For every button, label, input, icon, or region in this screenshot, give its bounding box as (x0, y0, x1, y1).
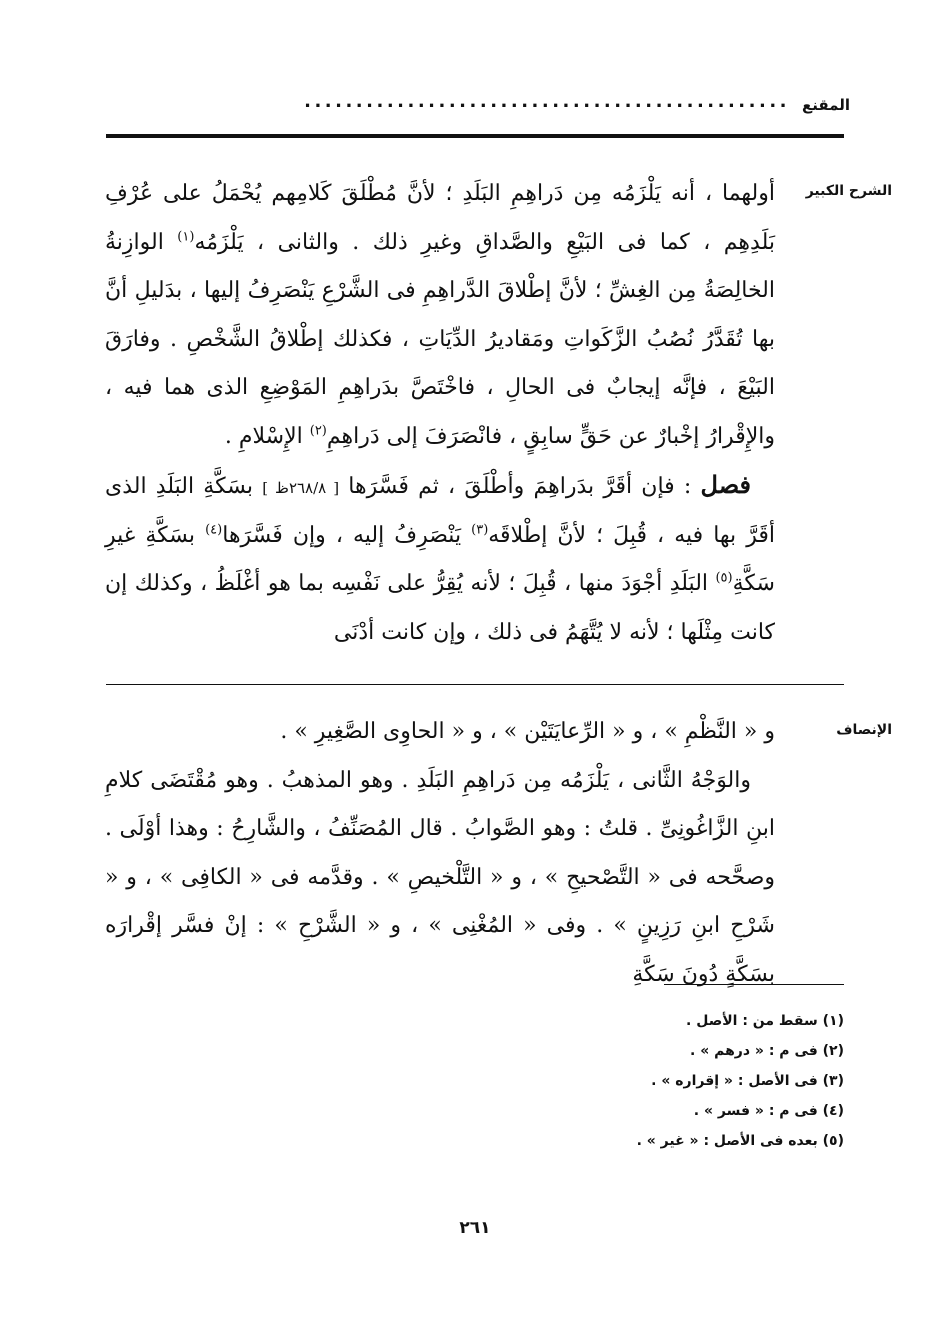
footnotes (344, 1006, 844, 1156)
sharh-margin-label: الشرح الكبير (805, 183, 892, 199)
sharh-p1-text-b: الوازِنةُ الخالِصَةُ مِن الغِشِّ ؛ لأنَّ إطْلاقَ الدَّراهِمِ فى الشَّرْعِ يَنْصَرِفُ إليها ، بدَليلِ أنَّ بها تُقَدَّرُ نُصُبُ الزَّكَواتِ ومَقاديرُ الدِّيَاتِ ، فكذلك إطْلاقُ الشَّخْصِ . وفارَقَ البَيْعَ ، فإنَّه إيجابٌ فى الحالِ ، فاخْتَصَّ بدَراهِمِ المَوْضِعِ الذى هما فيه ، والإِقْرارُ إخْبارٌ عن حَقٍّ سابِقٍ ، فانْصَرَفَ إلى دَراهِمِ (105, 229, 775, 449)
footnote-5: (٥) بعده فى الأصل : « غير » . (636, 1133, 844, 1149)
fasl-heading: فصل (700, 470, 751, 499)
footnote-ref-3: (٣) (471, 522, 489, 538)
header-dotted-leader: ............................................... (304, 91, 790, 112)
insaf-margin-label: الإنصاف (836, 722, 892, 738)
insaf-paragraph-2: والوَجْهُ الثَّانى ، يَلْزَمُه مِن دَراهِمِ البَلَدِ . وهو المذهبُ . وهو مُقْتَضَى كلامِ ابنِ الزَّاغُونِىِّ . قلتُ : وهو الصَّوابُ . قال المُصَنِّفُ ، والشَّارِحُ : وهذا أوْلَى . وصحَّحه فى « التَّصْحيحِ » ، و « التَّلْخيصِ » . وقدَّمه فى « الكافِى » ، و « شَرْحِ ابنِ رَزِينٍ » . وفى « المُغْنِى » ، و « الشَّرْحِ » : إنْ فسَّر إقْرارَه بسَكَّةٍ دُونَ سَكَّةِ (105, 767, 775, 987)
footnote-divider (664, 984, 844, 985)
footnote-4: (٤) فى م : « فسر » . (693, 1103, 844, 1119)
footnote-1: (١) سقط من : الأصل . (686, 1013, 844, 1029)
sharh-paragraph-1 (105, 170, 775, 461)
fasl-text-d: بسَكَّةِ غيرِ سَكَّةِ (105, 522, 775, 596)
sharh-p1-text: أولهما ، أنه يَلْزَمُه مِن دَراهِمِ البَلَدِ ؛ لأنَّ مُطْلَقَ كَلامِهم يُحْمَلُ على عُرْفِ بَلَدِهِم ، كما فى البَيْعِ والصَّداقِ وغيرِ ذلك . والثانى ، يَلْزَمُه (105, 181, 775, 255)
footnote-2: (٢) فى م : « درهم » . (690, 1043, 844, 1059)
footnote-ref-2: (٢) (309, 423, 327, 439)
fasl-text-c: يَنْصَرِفُ إليه ، وإن فَسَّرَها (222, 522, 472, 548)
book-title: المقنع (802, 96, 850, 114)
header-rule (106, 134, 844, 138)
insaf-paragraph-1: و « النَّظْمِ » ، و « الرِّعايَتَيْن » ، و « الحاوِى الصَّغِيرِ » . (280, 719, 775, 744)
manuscript-ref: [ ٢٦٨/٨ظ ] (262, 479, 340, 497)
sharh-text-block (105, 170, 775, 657)
section-divider (106, 684, 844, 685)
page-number: ٢٦١ (459, 1218, 491, 1238)
fasl-text-a: : فإن أقَرَّ بدَراهِمَ وأطْلَقَ ، ثم فَسَّرَها (339, 474, 701, 499)
footnote-ref-5: (٥) (715, 570, 733, 586)
fasl-paragraph (105, 461, 775, 657)
sharh-p1-text-c: الإِسْلامِ . (224, 423, 310, 449)
fasl-text-e: البَلَدِ أجْوَدَ منها ، قُبِلَ ؛ لأنه يُقِرُّ على نَفْسِه بما هو أغْلَظُ ، وكذلك إن كانت مِثْلَها ؛ لأنه لا يُتَّهَمُ فى ذلك ، وإن كانت أدْنَى (105, 571, 775, 645)
footnote-3: (٣) فى الأصل : « إقراره » . (651, 1073, 844, 1089)
insaf-text-block (105, 708, 775, 999)
footnote-ref-4: (٤) (205, 522, 223, 538)
fasl-text-b: بسَكَّةِ البَلَدِ الذى أقَرَّ بها فيه ، قُبِلَ ؛ لأنَّ إطْلاقَه (105, 474, 776, 548)
footnote-ref-1: (١) (177, 229, 195, 245)
